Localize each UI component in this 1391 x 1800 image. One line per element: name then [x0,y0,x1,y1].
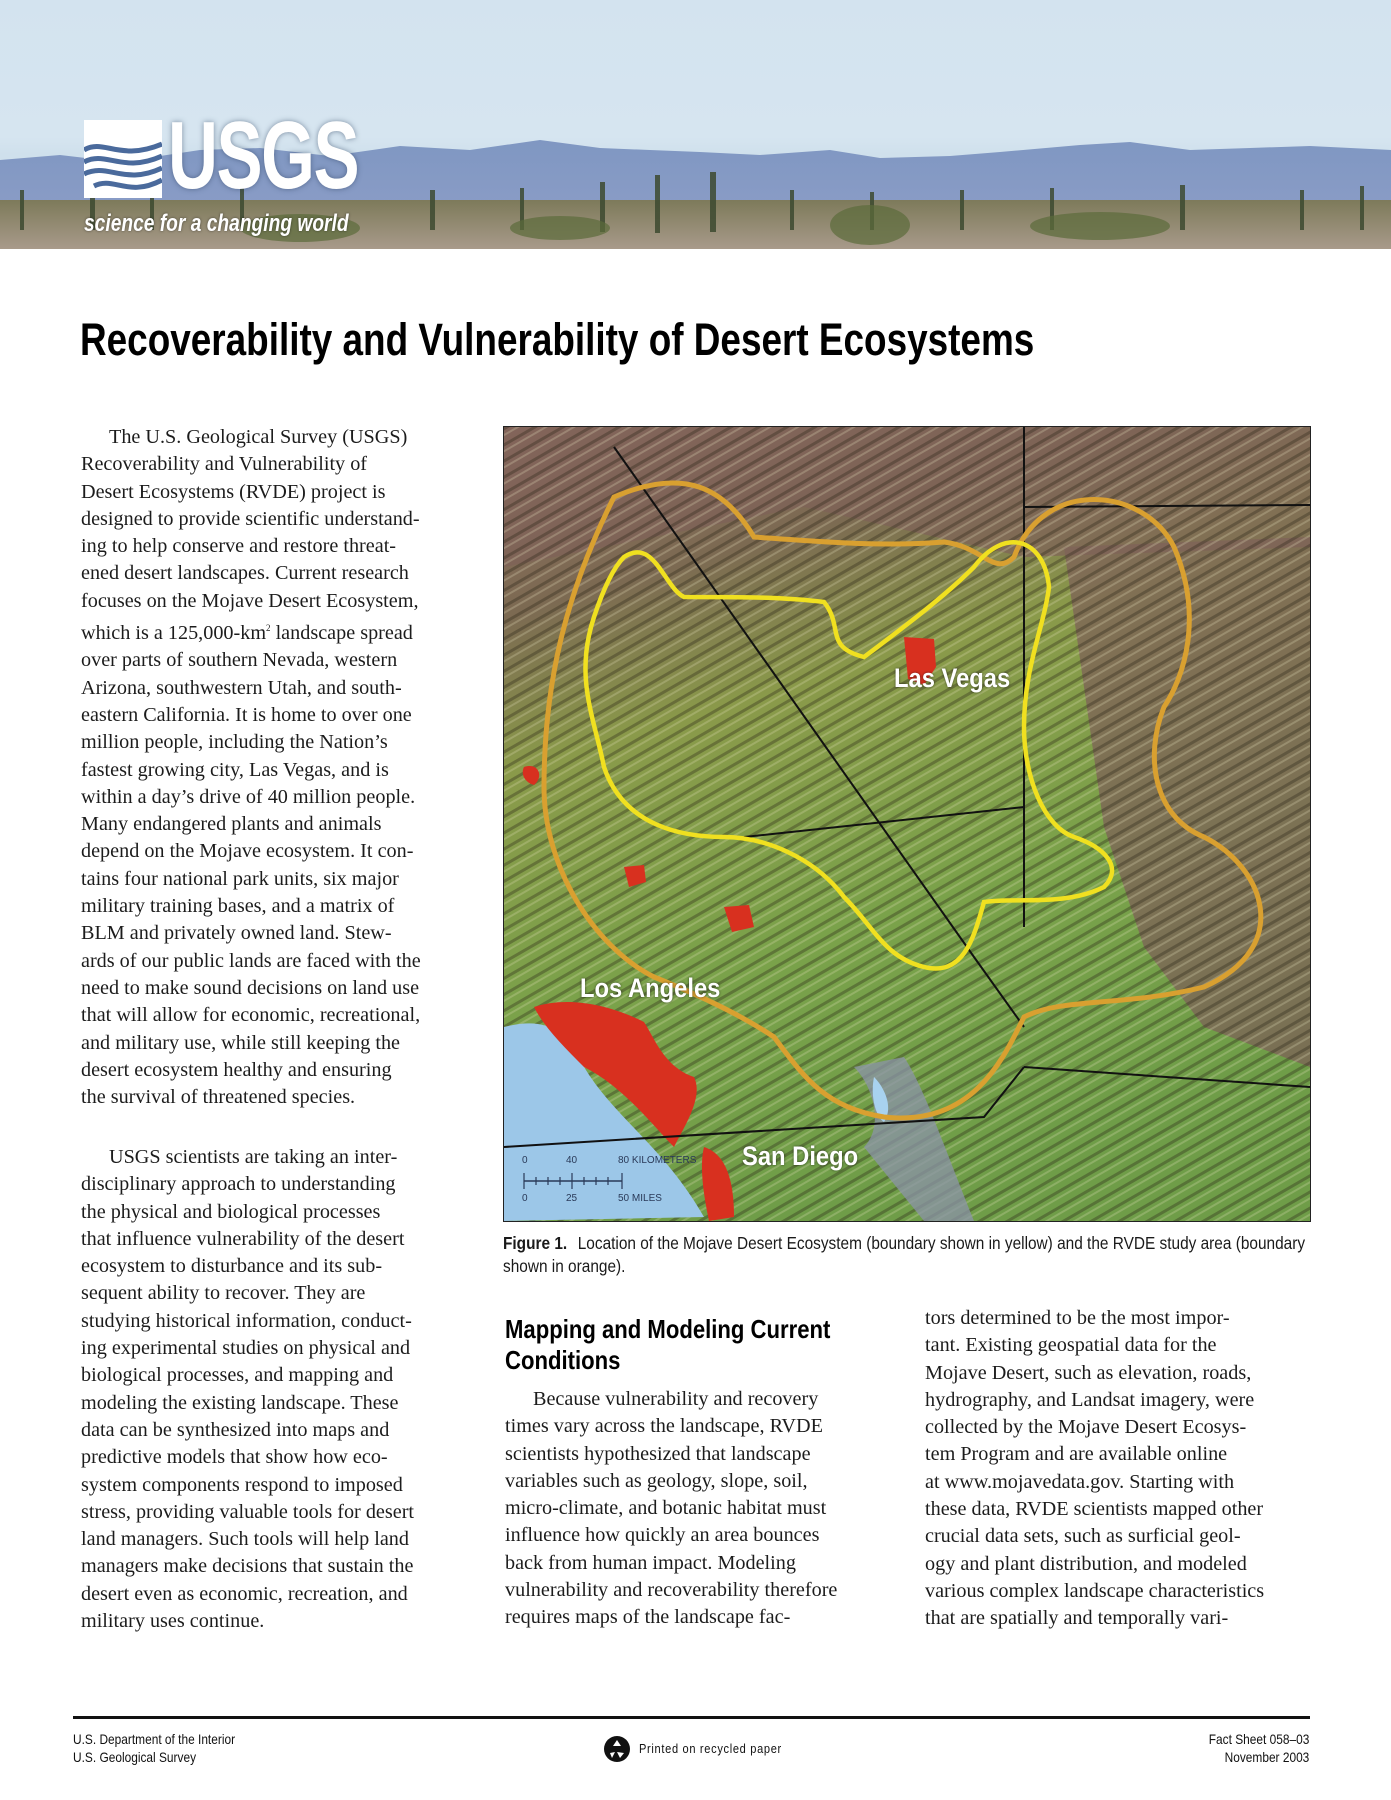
text-line: times vary across the landscape, RVDE [505,1415,823,1438]
text-line: The U.S. Geological Survey (USGS) [109,426,408,448]
text-line: crucial data sets, such as surficial geol- [925,1525,1241,1548]
text-line: at www.mojavedata.gov. Starting with [925,1470,1235,1493]
text-line: influence how quickly an area bounces [505,1524,820,1547]
approach-paragraph [81,1144,481,1635]
text-line: various complex landscape characteristics [925,1579,1265,1602]
relief-map [504,427,1310,1221]
caption-label: Figure 1. [503,1233,568,1253]
text-line: ards of our public lands are faced with the [81,949,421,972]
text-line: focuses on the Mojave Desert Ecosystem, [81,589,419,612]
caption-text: Location of the Mojave Desert Ecosystem (boundary shown in yellow) and the RVDE study area (boundary shown in orange). [503,1233,1306,1276]
text-line: Many endangered plants and animals [81,813,382,836]
scale-km-0: 0 [522,1155,528,1166]
publication-date: November 2003 [1224,1749,1309,1765]
footer-agency [73,1730,235,1766]
text-line: tem Program and are available online [925,1443,1228,1466]
text-line: land managers. Such tools will help land [81,1528,409,1551]
section-column-2 [505,1386,905,1632]
footer-department: U.S. Department of the Interior [73,1731,236,1747]
text-line [81,615,481,647]
section-heading [505,1314,830,1376]
text-line: stress, providing valuable tools for desert [81,1500,415,1523]
text-line: ened desert landscapes. Current research [81,562,409,585]
text-line: military training bases, and a matrix of [81,895,395,918]
text-line: and military use, while still keeping the [81,1031,401,1054]
page-title: Recoverability and Vulnerability of Desert Ecosystems [80,314,1035,365]
text-line: desert ecosystem healthy and ensuring [81,1058,392,1081]
text-line: ogy and plant distribution, and modeled [925,1552,1247,1575]
usgs-tagline: science for a changing world [84,210,349,237]
scale-mi-0: 0 [522,1193,528,1204]
usgs-wordmark: USGS [168,102,359,209]
text-line: need to make sound decisions on land use [81,976,420,999]
text-line: scientists hypothesized that landscape [505,1442,811,1465]
figure-caption [503,1232,1313,1278]
recycled-paper-note: Printed on recycled paper [639,1741,782,1756]
text-segment: which is a 125,000-km [81,622,267,645]
footer-divider [73,1716,1310,1719]
text-line: the survival of threatened species. [81,1086,356,1109]
header-banner [0,0,1391,249]
text-line: that are spatially and temporally vari- [925,1607,1229,1630]
text-line: tors determined to be the most impor- [925,1307,1230,1329]
text-line: eastern California. It is home to over one [81,703,412,726]
scale-ruler [522,1171,632,1191]
text-line: that will allow for economic, recreational, [81,1004,421,1027]
scale-mi-end: 50 MILES [618,1193,662,1204]
text-line: ecosystem to disturbance and its sub- [81,1255,383,1278]
text-line: over parts of southern Nevada, western [81,649,398,672]
text-line: Arizona, southwestern Utah, and south- [81,676,402,699]
text-line: ing experimental studies on physical and [81,1337,411,1360]
text-line: data can be synthesized into maps and [81,1418,390,1441]
usgs-logo [84,102,404,238]
section-heading-line: Conditions [505,1345,621,1375]
text-line: hydrography, and Landsat imagery, were [925,1388,1255,1411]
text-line: micro-climate, and botanic habitat must [505,1497,827,1520]
recycle-icon [603,1735,631,1763]
text-line: biological processes, and mapping and [81,1364,394,1387]
text-line: million people, including the Nation’s [81,731,388,754]
text-line: tains four national park units, six major [81,867,399,890]
text-line: the physical and biological processes [81,1200,381,1223]
text-line: disciplinary approach to understanding [81,1173,396,1196]
intro-paragraph [81,424,481,1111]
scale-km-mid: 40 [566,1155,578,1166]
text-line: collected by the Mojave Desert Ecosys- [925,1416,1247,1439]
text-line: sequent ability to recover. They are [81,1282,366,1305]
usgs-wave-icon [84,120,162,198]
text-line: requires maps of the landscape fac- [505,1606,791,1629]
scale-mi-mid: 25 [566,1193,578,1204]
text-line: depend on the Mojave ecosystem. It con- [81,840,414,863]
text-line: that influence vulnerability of the desert [81,1227,405,1250]
scale-km-end: 80 KILOMETERS [618,1155,697,1166]
text-line: military uses continue. [81,1610,265,1633]
city-label-san-diego: San Diego [742,1141,859,1171]
text-line: predictive models that show how eco- [81,1446,388,1469]
text-line: USGS scientists are taking an inter- [109,1146,398,1168]
city-label-las-vegas: Las Vegas [894,663,1011,693]
text-line: desert even as economic, recreation, and [81,1582,408,1605]
text-line: tant. Existing geospatial data for the [925,1334,1217,1357]
city-label-los-angeles: Los Angeles [580,973,721,1003]
text-line: designed to provide scientific understand- [81,507,420,530]
text-line: Recoverability and Vulnerability of [81,453,368,476]
footer-recycled [603,1735,807,1763]
fact-sheet-number: Fact Sheet 058–03 [1208,1731,1309,1747]
text-line: managers make decisions that sustain the [81,1555,414,1578]
text-line: these data, RVDE scientists mapped other [925,1498,1264,1521]
text-line: ing to help conserve and restore threat- [81,535,397,558]
text-segment: landscape spread [270,622,413,645]
text-line: Desert Ecosystems (RVDE) project is [81,480,386,503]
section-heading-line: Mapping and Modeling Current [505,1314,831,1344]
superscript: 2 [266,623,271,634]
text-line: studying historical information, conduct- [81,1309,412,1332]
text-line: BLM and privately owned land. Stew- [81,922,392,945]
text-line: vulnerability and recoverability therefore [505,1579,838,1602]
text-line: Mojave Desert, such as elevation, roads, [925,1361,1252,1384]
text-line: modeling the existing landscape. These [81,1391,399,1414]
footer-publication [1208,1730,1309,1766]
text-line: variables such as geology, slope, soil, [505,1469,808,1492]
scale-bar [522,1155,722,1215]
footer-agency-name: U.S. Geological Survey [73,1749,197,1765]
text-line: within a day’s drive of 40 million people. [81,785,416,808]
mojave-map-figure [503,426,1311,1222]
text-line: fastest growing city, Las Vegas, and is [81,758,389,781]
section-column-3 [925,1305,1325,1633]
text-line: system components respond to imposed [81,1473,403,1496]
text-line: Because vulnerability and recovery [533,1388,819,1410]
text-line: back from human impact. Modeling [505,1551,796,1574]
